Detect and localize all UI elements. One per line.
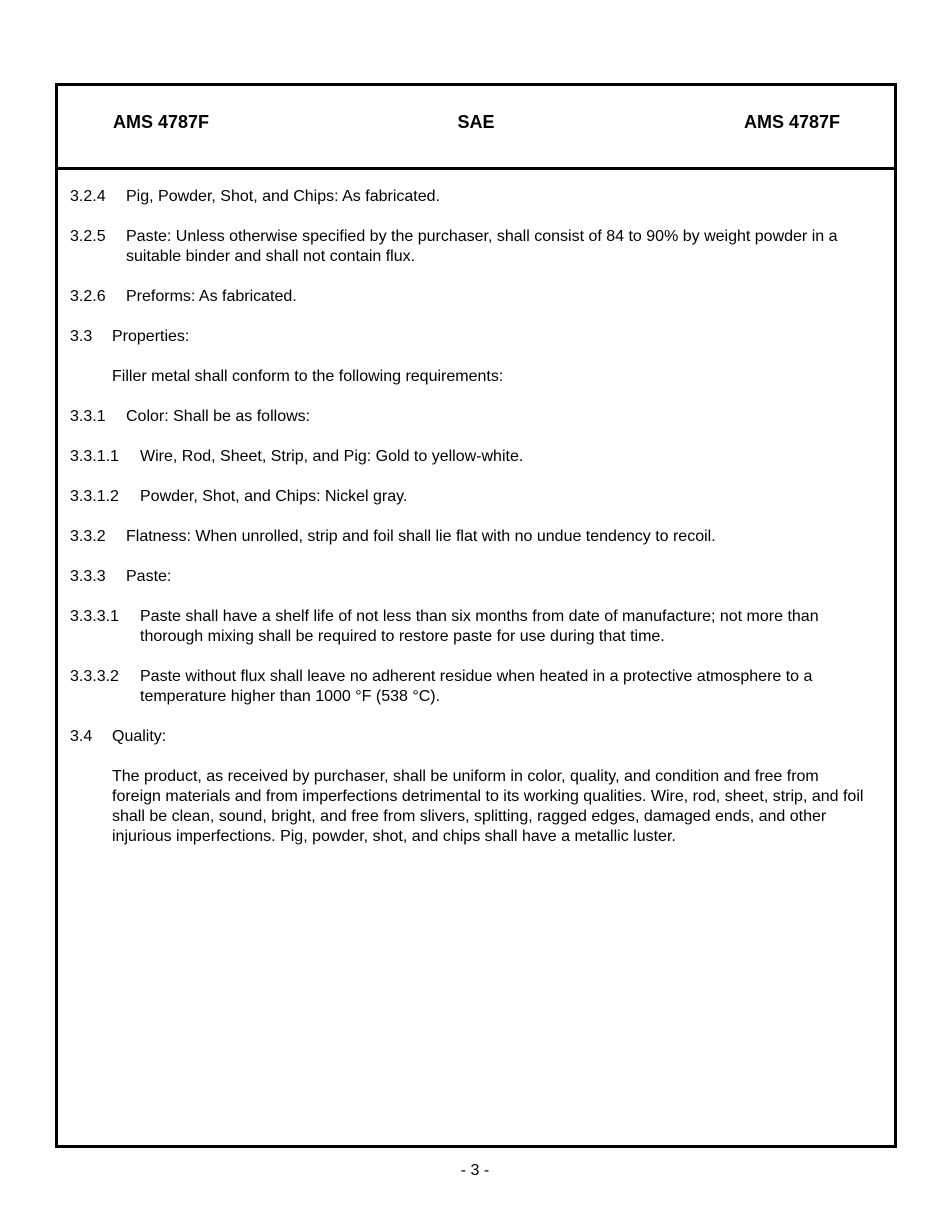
page-header bbox=[58, 86, 894, 170]
header-doc-id-right: AMS 4787F bbox=[743, 112, 840, 132]
section-number: 3.2.6 bbox=[70, 288, 106, 305]
section-text: The product, as received by purchaser, shall be uniform in color, quality, and condition and free from foreign materials and from imperfections detrimental to its working qualities. Wire, rod, sheet, strip, and foil shall be clean, sound, bright, and free from slivers, splitting, ragged edges, damaged ends, and other injurious imperfections. Pig, powder, shot, and chips shall have a metallic luster. bbox=[112, 768, 864, 845]
section-number: 3.3 bbox=[70, 328, 93, 345]
document-body bbox=[70, 187, 870, 867]
page-number: - 3 - bbox=[460, 1162, 490, 1179]
section-3-3-1-2 bbox=[70, 487, 870, 507]
header-publisher: SAE bbox=[457, 112, 495, 132]
section-number: 3.3.3 bbox=[70, 568, 106, 585]
section-number: 3.3.2 bbox=[70, 528, 106, 545]
section-number: 3.2.5 bbox=[70, 228, 106, 245]
section-3-2-4 bbox=[70, 187, 870, 207]
section-text: Color: Shall be as follows: bbox=[126, 408, 311, 425]
section-3-2-6 bbox=[70, 287, 870, 307]
section-text: Filler metal shall conform to the following requirements: bbox=[112, 368, 504, 385]
section-3-3 bbox=[70, 327, 870, 347]
section-3-3-intro bbox=[70, 367, 870, 387]
section-text: Pig, Powder, Shot, and Chips: As fabricated. bbox=[126, 188, 440, 205]
section-3-3-1 bbox=[70, 407, 870, 427]
section-3-3-3-2 bbox=[70, 667, 870, 707]
section-number: 3.4 bbox=[70, 728, 93, 745]
section-number: 3.3.3.2 bbox=[70, 668, 119, 685]
section-number: 3.3.3.1 bbox=[70, 608, 119, 625]
section-text: Wire, Rod, Sheet, Strip, and Pig: Gold to yellow-white. bbox=[140, 448, 524, 465]
header-doc-id-left: AMS 4787F bbox=[113, 112, 210, 132]
section-number: 3.3.1.2 bbox=[70, 488, 119, 505]
section-text: Paste without flux shall leave no adherent residue when heated in a protective atmosphere to a temperature higher than 1000 °F (538 °C). bbox=[140, 668, 813, 705]
section-3-3-3-1 bbox=[70, 607, 870, 647]
section-number: 3.3.1.1 bbox=[70, 448, 119, 465]
section-number: 3.3.1 bbox=[70, 408, 106, 425]
section-text: Paste: Unless otherwise specified by the purchaser, shall consist of 84 to 90% by weight powder in a suitable binder and shall not contain flux. bbox=[126, 228, 838, 265]
section-3-3-3 bbox=[70, 567, 870, 587]
section-text: Preforms: As fabricated. bbox=[126, 288, 297, 305]
section-3-2-5 bbox=[70, 227, 870, 267]
section-text: Paste shall have a shelf life of not less than six months from date of manufacture; not more than thorough mixing shall be required to restore paste for use during that time. bbox=[140, 608, 819, 645]
section-text: Powder, Shot, and Chips: Nickel gray. bbox=[140, 488, 408, 505]
section-heading: Paste: bbox=[126, 568, 172, 585]
section-heading: Quality: bbox=[112, 728, 167, 745]
section-3-3-1-1 bbox=[70, 447, 870, 467]
section-3-4-body bbox=[70, 767, 870, 847]
section-3-3-2 bbox=[70, 527, 870, 547]
section-3-4 bbox=[70, 727, 870, 747]
section-text: Flatness: When unrolled, strip and foil shall lie flat with no undue tendency to recoil. bbox=[126, 528, 716, 545]
section-heading: Properties: bbox=[112, 328, 190, 345]
section-number: 3.2.4 bbox=[70, 188, 106, 205]
